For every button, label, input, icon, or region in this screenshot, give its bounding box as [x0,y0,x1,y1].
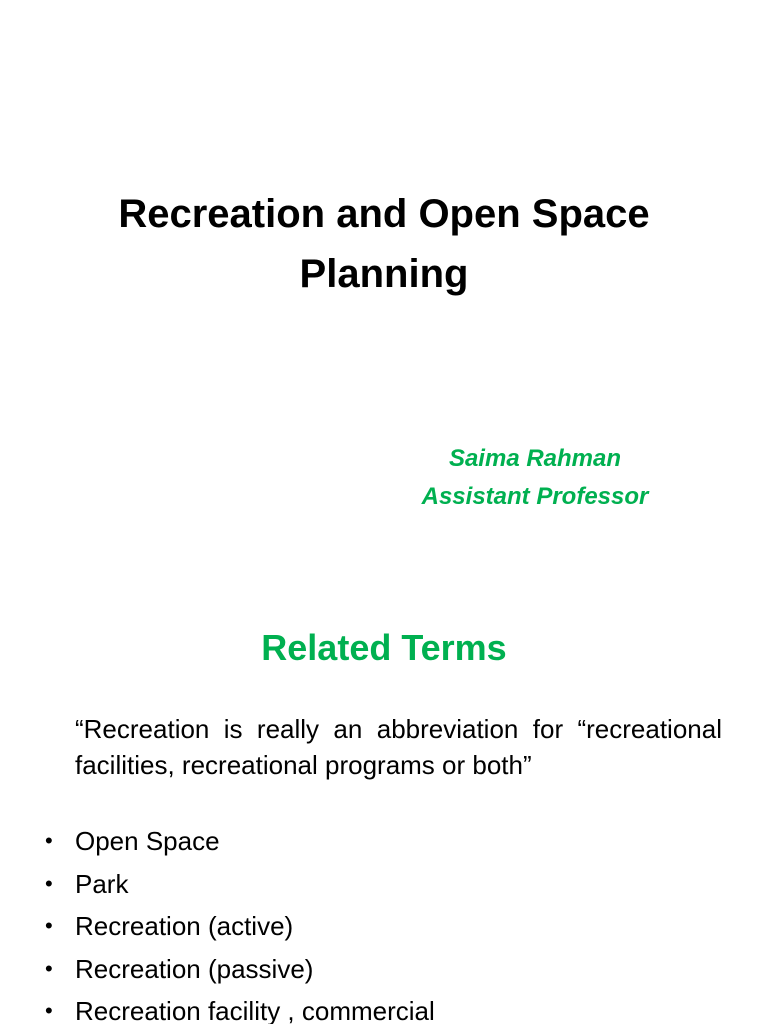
list-item [45,948,735,991]
list-item [45,820,735,863]
terms-list [45,820,735,1024]
list-item [45,863,735,906]
section-heading: Related Terms [261,627,507,668]
bullet-icon: • [45,955,53,981]
list-item [45,990,735,1024]
bullet-icon: • [45,913,53,938]
slide-title: Recreation and Open Space Planning [118,192,650,296]
bullet-icon: • [45,870,53,896]
bullet-icon: • [45,828,53,853]
bullet-icon: • [45,998,53,1023]
author-name: Saima Rahman [448,445,622,472]
list-item-label: Park [75,868,129,899]
list-item-label: Recreation (passive) [75,953,314,984]
list-item-label: Open Space [75,826,220,856]
list-item-label: Recreation facility , commercial [75,996,435,1024]
list-item [45,905,735,948]
author-title: Assistant Professor [421,483,649,510]
list-item-label: Recreation (active) [75,911,294,941]
author-block [380,440,690,516]
quote-text: “Recreation is really an abbreviation for “recreational facilities, recreational programs or both” [75,714,722,780]
